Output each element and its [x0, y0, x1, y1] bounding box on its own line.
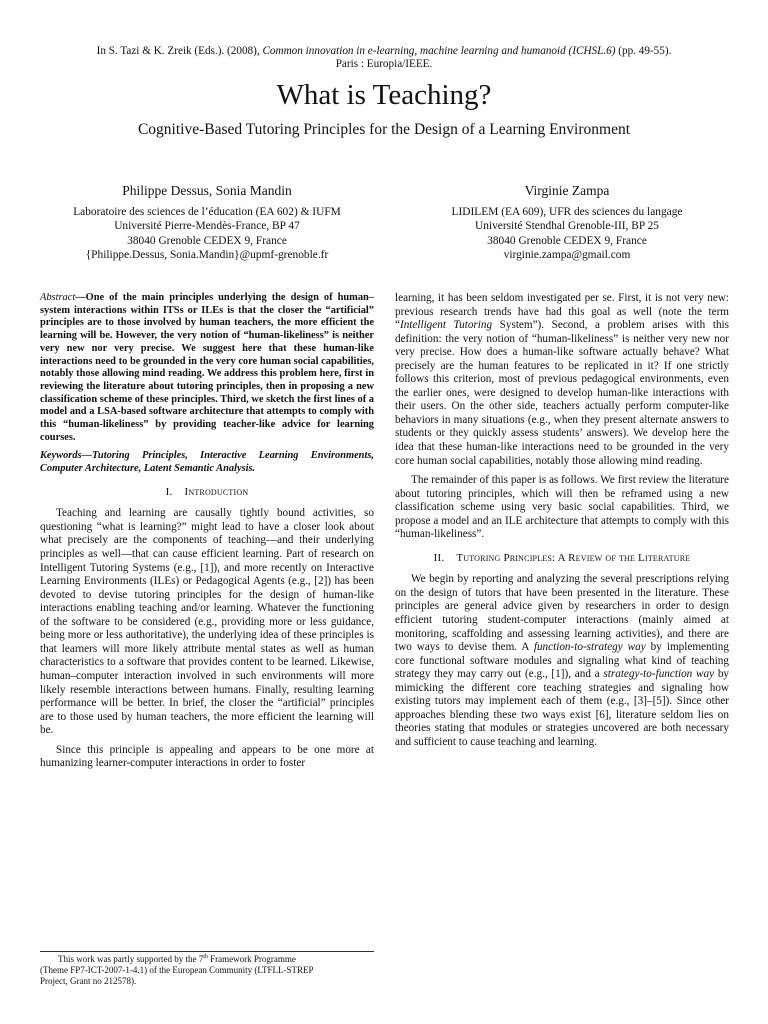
text-run: Framework Programme: [207, 954, 296, 964]
text-run: by implementing core functional software modules and signaling what kind of teaching strategy they may carry out (e.g., [1]), and a: [395, 641, 729, 681]
author-block-left: [40, 182, 374, 262]
text-run: This work was partly supported by the 7: [58, 954, 204, 964]
author-names-left: Philippe Dessus, Sonia Mandin: [122, 183, 292, 198]
section-title: Introduction: [184, 485, 249, 498]
affiliation-line: Université Stendhal Grenoble-III, BP 25: [474, 220, 659, 233]
author-block-right: [400, 182, 734, 262]
citation-publisher: Paris : Europia/IEEE.: [335, 58, 433, 70]
footnote: [40, 954, 374, 987]
intro-paragraph-4: The remainder of this paper is as follows. We first review the literature about tutoring principles, which will then be reframed using a new classification scheme using very basic social capabilities. Third, we propose a model and an ILE architecture that attempts to comply with this “human-likeliness”.: [395, 474, 729, 541]
text-run: learning, it has been seldom investigated per se. First, it is not very new: previous research trends have had this goal as well (note the term “: [395, 292, 729, 332]
intro-paragraph-3: [395, 292, 729, 468]
section2-paragraph-1: [395, 573, 729, 749]
abstract: [40, 292, 374, 444]
intro-paragraph-1: Teaching and learning are causally tightly bound activities, so questioning “what is learning?” might lead to have a closer look about what precisely are the components of teaching—and their underlying principles as well—that can cause efficient learning. Part of research on Intelligent Tutoring Systems (e.g., [1]), and more recently on Interactive Learning Environments (ILEs) or Pedagogical Agents (e.g., [2]) has been devoted to devise tutoring principles for the design of human-like interactions enabling teaching and/or learning. Whatever the functioning of the software to be considered (e.g., providing more or less guidance, being more or less authoritative), the underlying idea of these principles is that learners will more likely attribute mental states as well as human characteristics to a software that provides content to be learned. Likewise, human–computer interaction involved in such environments will more likely resemble interactions between humans. Finally, resulting learning performance will be better. In brief, the closer the “artificial” principles are to those used by human teachers, the more efficient the learning will be.: [40, 507, 374, 737]
author-names-right: Virginie Zampa: [524, 183, 610, 198]
affiliation-line: 38040 Grenoble CEDEX 9, France: [127, 234, 287, 247]
citation-header: [40, 45, 728, 71]
text-run: by mimicking the different core teaching strategies and signaling how existing tutors may implement each of them (e.g., [3]–[5]). Since other approaches blending these two ways exist [6], literature seldom lies on theories stating that modules or strategies uncovered are both necessary and sufficient to cause teaching and learning.: [395, 668, 730, 748]
author-email-right: virginie.zampa@gmail.com: [503, 248, 631, 261]
emphasis-function-to-strategy: function-to-strategy way: [533, 641, 646, 654]
citation-proceedings-title: Common innovation in e-learning, machine learning and humanoid (ICHSL.6): [262, 45, 616, 57]
emphasis-strategy-to-function: strategy-to-function way: [603, 668, 715, 681]
abstract-text: —One of the main principles underlying the design of human–system interactions within ITSs or ILEs is that the closer the “artificial” principles are to those involved by human teachers, the more efficient the learning will be. However, the very notion of “human-likeliness” is neither very new nor very precise. We suggest here that these human-like interactions need to be grounded in the very core human social capabilities, notably those allowing mind reading. We address this problem here, first in reviewing the literature about tutoring principles, then in proposing a new classification scheme of these principles. Third, we sketch the first lines of a model and a LSA-based software architecture that attempts to comply with this “human-likeliness” by providing teacher-like advice for learning courses.: [40, 292, 374, 443]
section-number: II.: [433, 551, 445, 564]
section-heading-introduction: [40, 486, 374, 500]
emphasis-intelligent-tutoring: Intelligent Tutoring: [399, 319, 493, 332]
section-title: Tutoring Principles: A Review of the Literature: [456, 551, 691, 564]
paper-title: What is Teaching?: [276, 79, 492, 111]
keywords-lead: Keywords: [40, 450, 82, 462]
keywords: [40, 450, 374, 475]
footnote-line-1: [40, 954, 374, 965]
left-column: [40, 292, 374, 777]
footnote-line-2: (Theme FP7-ICT-2007-1-4.1) of the European Community (LTFLL-STREP: [40, 965, 314, 975]
citation-pages: (pp. 49-55).: [615, 45, 672, 57]
text-run: We begin by reporting and analyzing the several prescriptions relying on the design of tutors that have been presented in the literature. These principles are general advice given by researchers in order to design efficient tutoring student-computer interactions (mainly aimed at monitoring, scaffolding and assessing learning activities), and there are two ways to devise them. A: [395, 573, 729, 654]
footnote-divider: [40, 951, 374, 952]
affiliation-line: 38040 Grenoble CEDEX 9, France: [487, 234, 647, 247]
section-number: I.: [165, 485, 173, 498]
affiliation-line: LIDILEM (EA 609), UFR des sciences du langage: [451, 206, 683, 218]
text-run: System”). Second, a problem arises with this definition: the very notion of “human-likeliness” is neither very new nor very precise. How does a human-like software actually behave? What precisely are the human features to be replicated in it? If one strictly follows this criterion, most of previous pedagogical environments, even the earlier ones, were designed to develop human-like interactions with their users. On the other side, teachers actually perform computer-like behaviors in many situations (e.g., when they present alternate answers to students or they quickly assess students’ answers). We develop here the idea that these human-like interactions need to be grounded in the very core human social capabilities, notably those allowing mind reading.: [395, 319, 729, 467]
affiliation-line: Université Pierre-Mendès-France, BP 47: [114, 220, 300, 233]
abstract-lead: Abstract: [40, 292, 76, 303]
citation-pre: In S. Tazi & K. Zreik (Eds.). (2008),: [96, 45, 263, 57]
section-heading-tutoring-principles: [395, 552, 729, 566]
footnote-line-3: Project, Grant no 212578).: [40, 976, 137, 986]
keywords-text: —Tutoring Principles, Interactive Learning Environments, Computer Architecture, Latent Semantic Analysis.: [40, 450, 374, 475]
paper-subtitle: Cognitive-Based Tutoring Principles for the Design of a Learning Environment: [137, 121, 631, 138]
intro-paragraph-2: Since this principle is appealing and appears to be one more at humanizing learner-computer interactions in order to foster: [40, 743, 374, 770]
affiliation-line: Laboratoire des sciences de l’éducation (EA 602) & IUFM: [73, 206, 341, 218]
right-column: [395, 292, 729, 756]
superscript-th: th: [203, 954, 208, 960]
author-email-left: {Philippe.Dessus, Sonia.Mandin}@upmf-grenoble.fr: [85, 248, 329, 261]
